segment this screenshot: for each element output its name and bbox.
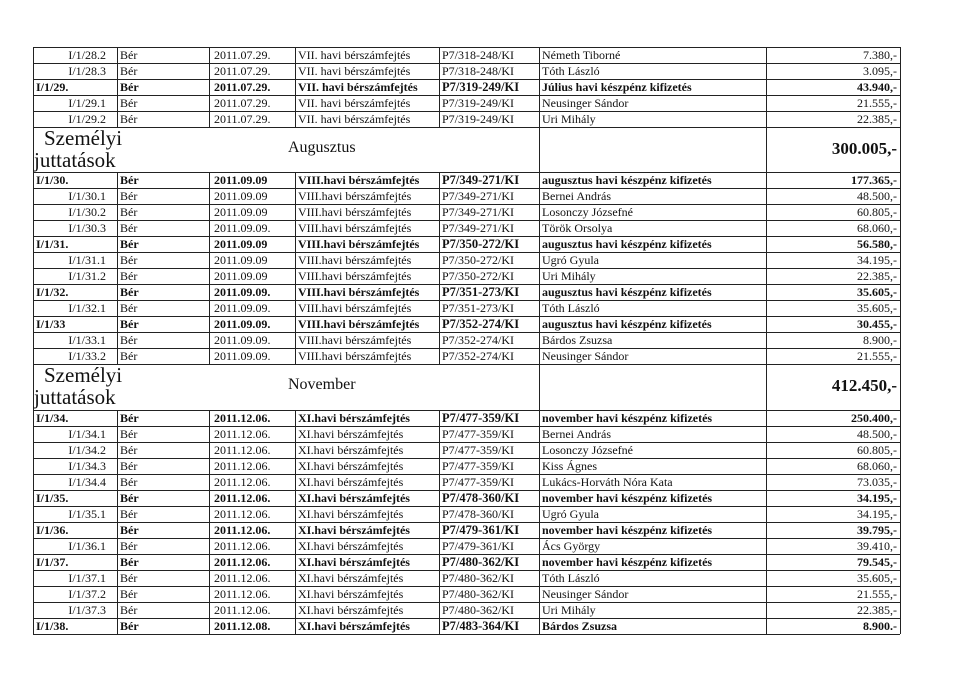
section-month: Augusztus	[288, 139, 356, 156]
cell-id: I/1/28.3	[68, 63, 106, 78]
cell-amount: 22.385,-	[857, 602, 897, 617]
cell-ref: P7/352-274/KI	[442, 316, 520, 331]
table-row	[0, 79, 960, 95]
cell-date: 2011.12.08.	[214, 618, 271, 633]
cell-name: Ugró Gyula	[542, 506, 599, 521]
cell-id: I/1/31.1	[68, 252, 106, 267]
cell-ref: P7/479-361/KI	[442, 538, 514, 553]
cell-desc: VII. havi bérszámfejtés	[298, 79, 418, 94]
cell-name: Bernei András	[542, 426, 611, 441]
cell-date: 2011.07.29.	[214, 47, 271, 62]
cell-date: 2011.12.06.	[214, 522, 271, 537]
cell-ref: P7/349-271/KI	[442, 172, 520, 187]
section-title-line1: Személyi	[44, 363, 123, 387]
cell-desc: VIII.havi bérszámfejtés	[298, 300, 412, 315]
table-row	[0, 316, 960, 332]
cell-date: 2011.07.29.	[214, 111, 271, 126]
cell-name: Losonczy Józsefné	[542, 204, 633, 219]
cell-type: Bér	[120, 506, 138, 521]
cell-date: 2011.09.09.	[214, 300, 271, 315]
cell-desc: XI.havi bérszámfejtés	[298, 426, 404, 441]
cell-name: Török Orsolya	[542, 220, 613, 235]
cell-date: 2011.09.09	[214, 188, 268, 203]
cell-id: I/1/36.1	[68, 538, 106, 553]
cell-name: Bárdos Zsuzsa	[542, 332, 613, 347]
table-row	[0, 204, 960, 220]
cell-name: november havi készpénz kifizetés	[542, 554, 713, 569]
table-row	[0, 47, 960, 63]
cell-desc: XI.havi bérszámfejtés	[298, 442, 404, 457]
cell-type: Bér	[120, 111, 138, 126]
cell-date: 2011.09.09.	[214, 348, 271, 363]
cell-id: I/1/30.2	[68, 204, 106, 219]
cell-name: augusztus havi készpénz kifizetés	[542, 284, 712, 299]
cell-type: Bér	[120, 522, 139, 537]
cell-ref: P7/480-362/KI	[442, 570, 514, 585]
table-row	[0, 252, 960, 268]
cell-type: Bér	[120, 490, 139, 505]
table-row	[0, 284, 960, 300]
cell-type: Bér	[120, 268, 138, 283]
cell-name: augusztus havi készpénz kifizetés	[542, 316, 712, 331]
table-row	[0, 458, 960, 474]
cell-date: 2011.12.06.	[214, 586, 271, 601]
cell-amount: 35.605,-	[857, 570, 897, 585]
cell-id: I/1/30.3	[68, 220, 106, 235]
cell-date: 2011.09.09	[214, 252, 268, 267]
cell-type: Bér	[120, 63, 138, 78]
cell-name: november havi készpénz kifizetés	[542, 410, 713, 425]
cell-amount: 22.385,-	[857, 268, 897, 283]
cell-id: I/1/37.	[36, 554, 69, 569]
cell-id: I/1/34.	[36, 410, 69, 425]
cell-desc: VIII.havi bérszámfejtés	[298, 332, 412, 347]
cell-amount: 22.385,-	[857, 111, 897, 126]
cell-desc: VII. havi bérszámfejtés	[298, 47, 411, 62]
cell-name: Neusinger Sándor	[542, 348, 629, 363]
section-month: November	[288, 376, 356, 393]
cell-desc: XI.havi bérszámfejtés	[298, 490, 410, 505]
cell-type: Bér	[120, 554, 139, 569]
cell-id: I/1/32.1	[68, 300, 106, 315]
cell-type: Bér	[120, 426, 138, 441]
cell-id: I/1/29.1	[68, 95, 106, 110]
cell-type: Bér	[120, 538, 138, 553]
cell-id: I/1/35.	[36, 490, 69, 505]
cell-desc: VIII.havi bérszámfejtés	[298, 172, 420, 187]
cell-ref: P7/349-271/KI	[442, 220, 514, 235]
cell-date: 2011.07.29.	[214, 79, 271, 94]
cell-name: Ugró Gyula	[542, 252, 599, 267]
cell-amount: 21.555,-	[857, 348, 897, 363]
section-header	[0, 364, 960, 410]
cell-desc: XI.havi bérszámfejtés	[298, 474, 404, 489]
cell-id: I/1/34.2	[68, 442, 106, 457]
cell-type: Bér	[120, 570, 138, 585]
cell-type: Bér	[120, 172, 139, 187]
cell-type: Bér	[120, 220, 138, 235]
table-row	[0, 506, 960, 522]
cell-date: 2011.09.09.	[214, 316, 271, 331]
cell-date: 2011.12.06.	[214, 554, 271, 569]
cell-name: Július havi készpénz kifizetés	[542, 79, 692, 94]
cell-name: Tóth László	[542, 300, 600, 315]
table-row	[0, 538, 960, 554]
cell-desc: XI.havi bérszámfejtés	[298, 586, 404, 601]
cell-amount: 7.380,-	[863, 47, 897, 62]
cell-type: Bér	[120, 348, 138, 363]
section-header	[0, 127, 960, 172]
cell-desc: VIII.havi bérszámfejtés	[298, 284, 420, 299]
cell-type: Bér	[120, 47, 138, 62]
cell-date: 2011.12.06.	[214, 506, 271, 521]
cell-ref: P7/479-361/KI	[442, 522, 520, 537]
cell-ref: P7/477-359/KI	[442, 458, 514, 473]
cell-type: Bér	[120, 95, 138, 110]
cell-name: augusztus havi készpénz kifizetés	[542, 236, 712, 251]
cell-ref: P7/350-272/KI	[442, 268, 514, 283]
cell-type: Bér	[120, 236, 139, 251]
cell-amount: 60.805,-	[857, 204, 897, 219]
cell-id: I/1/37.3	[68, 602, 106, 617]
table-row	[0, 426, 960, 442]
cell-type: Bér	[120, 442, 138, 457]
section-total: 300.005,-	[831, 139, 897, 158]
cell-type: Bér	[120, 618, 139, 633]
cell-date: 2011.09.09	[214, 268, 268, 283]
cell-amount: 30.455,-	[857, 316, 897, 331]
table-row	[0, 410, 960, 426]
table-row	[0, 220, 960, 236]
cell-date: 2011.09.09	[214, 172, 268, 187]
section-title-line1: Személyi	[44, 126, 123, 150]
table-row	[0, 570, 960, 586]
cell-name: Losonczy Józsefné	[542, 442, 633, 457]
cell-ref: P7/350-272/KI	[442, 252, 514, 267]
cell-id: I/1/37.1	[68, 570, 106, 585]
cell-amount: 21.555,-	[857, 95, 897, 110]
cell-ref: P7/352-274/KI	[442, 348, 514, 363]
cell-type: Bér	[120, 458, 138, 473]
cell-amount: 39.795,-	[857, 522, 897, 537]
cell-date: 2011.07.29.	[214, 95, 271, 110]
cell-id: I/1/29.	[36, 79, 69, 94]
cell-id: I/1/34.3	[68, 458, 106, 473]
cell-id: I/1/36.	[36, 522, 69, 537]
cell-name: Bárdos Zsuzsa	[542, 618, 618, 633]
cell-id: I/1/30.1	[68, 188, 106, 203]
table-row	[0, 172, 960, 188]
section-title-line2: juttatások	[34, 148, 116, 172]
table-row	[0, 300, 960, 316]
cell-ref: P7/480-362/KI	[442, 602, 514, 617]
cell-desc: VIII.havi bérszámfejtés	[298, 252, 412, 267]
table-row	[0, 348, 960, 364]
table-row	[0, 111, 960, 127]
cell-amount: 34.195,-	[857, 252, 897, 267]
cell-id: I/1/32.	[36, 284, 69, 299]
table-row	[0, 268, 960, 284]
cell-id: I/1/34.1	[68, 426, 106, 441]
table-row	[0, 95, 960, 111]
cell-desc: XI.havi bérszámfejtés	[298, 602, 404, 617]
table-row	[0, 63, 960, 79]
cell-date: 2011.09.09	[214, 204, 268, 219]
cell-desc: VIII.havi bérszámfejtés	[298, 204, 412, 219]
cell-desc: VIII.havi bérszámfejtés	[298, 316, 420, 331]
cell-id: I/1/37.2	[68, 586, 106, 601]
cell-type: Bér	[120, 204, 138, 219]
table-row	[0, 474, 960, 490]
cell-type: Bér	[120, 586, 138, 601]
cell-date: 2011.12.06.	[214, 538, 271, 553]
cell-name: Kiss Ágnes	[542, 458, 598, 473]
table-row	[0, 618, 960, 634]
cell-ref: P7/349-271/KI	[442, 188, 514, 203]
cell-name: Uri Mihály	[542, 268, 596, 283]
cell-name: Lukács-Horváth Nóra Kata	[542, 474, 673, 489]
cell-name: Németh Tiborné	[542, 47, 621, 62]
cell-ref: P7/319-249/KI	[442, 79, 520, 94]
cell-amount: 79.545,-	[857, 554, 897, 569]
cell-date: 2011.12.06.	[214, 426, 271, 441]
cell-id: I/1/28.2	[68, 47, 106, 62]
table-row	[0, 602, 960, 618]
cell-ref: P7/480-362/KI	[442, 554, 520, 569]
cell-amount: 250.400,-	[851, 410, 897, 425]
table-row	[0, 188, 960, 204]
cell-date: 2011.12.06.	[214, 570, 271, 585]
cell-type: Bér	[120, 284, 139, 299]
cell-ref: P7/478-360/KI	[442, 490, 520, 505]
cell-ref: P7/349-271/KI	[442, 204, 514, 219]
cell-date: 2011.07.29.	[214, 63, 271, 78]
cell-amount: 43.940,-	[857, 79, 897, 94]
cell-date: 2011.09.09.	[214, 332, 271, 347]
cell-date: 2011.12.06.	[214, 458, 271, 473]
cell-id: I/1/31.2	[68, 268, 106, 283]
cell-name: Ács György	[542, 538, 601, 553]
cell-type: Bér	[120, 410, 139, 425]
cell-ref: P7/477-359/KI	[442, 442, 514, 457]
cell-amount: 177.365,-	[851, 172, 897, 187]
table-row	[0, 442, 960, 458]
cell-ref: P7/318-248/KI	[442, 47, 514, 62]
cell-type: Bér	[120, 79, 139, 94]
cell-ref: P7/319-249/KI	[442, 95, 514, 110]
cell-amount: 48.500,-	[857, 426, 897, 441]
cell-id: I/1/34.4	[68, 474, 106, 489]
cell-amount: 8.900,-	[863, 332, 897, 347]
cell-desc: XI.havi bérszámfejtés	[298, 522, 410, 537]
section-title-line2: juttatások	[34, 385, 116, 409]
cell-name: Tóth László	[542, 570, 600, 585]
cell-name: Uri Mihály	[542, 602, 596, 617]
cell-amount: 68.060,-	[857, 220, 897, 235]
cell-name: augusztus havi készpénz kifizetés	[542, 172, 712, 187]
table-row	[0, 554, 960, 570]
cell-type: Bér	[120, 332, 138, 347]
cell-name: Uri Mihály	[542, 111, 596, 126]
cell-desc: XI.havi bérszámfejtés	[298, 570, 404, 585]
cell-ref: P7/319-249/KI	[442, 111, 514, 126]
cell-ref: P7/351-273/KI	[442, 284, 520, 299]
cell-id: I/1/38.	[36, 618, 69, 633]
cell-date: 2011.12.06.	[214, 442, 271, 457]
cell-date: 2011.09.09.	[214, 284, 271, 299]
cell-ref: P7/477-359/KI	[442, 410, 520, 425]
table-row	[0, 332, 960, 348]
cell-name: Bernei András	[542, 188, 611, 203]
cell-date: 2011.09.09	[214, 236, 268, 251]
cell-type: Bér	[120, 602, 138, 617]
table-row	[0, 586, 960, 602]
cell-amount: 48.500,-	[857, 188, 897, 203]
cell-type: Bér	[120, 188, 138, 203]
cell-desc: VIII.havi bérszámfejtés	[298, 236, 420, 251]
cell-id: I/1/33.2	[68, 348, 106, 363]
cell-ref: P7/318-248/KI	[442, 63, 514, 78]
cell-date: 2011.12.06.	[214, 490, 271, 505]
cell-type: Bér	[120, 474, 138, 489]
cell-desc: VII. havi bérszámfejtés	[298, 111, 411, 126]
cell-id: I/1/33	[36, 316, 66, 331]
cell-ref: P7/350-272/KI	[442, 236, 520, 251]
cell-amount: 21.555,-	[857, 586, 897, 601]
cell-id: I/1/31.	[36, 236, 69, 251]
cell-type: Bér	[120, 252, 138, 267]
cell-desc: VIII.havi bérszámfejtés	[298, 268, 412, 283]
cell-ref: P7/483-364/KI	[442, 618, 520, 633]
cell-ref: P7/477-359/KI	[442, 474, 514, 489]
cell-ref: P7/351-273/KI	[442, 300, 514, 315]
cell-desc: VIII.havi bérszámfejtés	[298, 348, 412, 363]
cell-ref: P7/352-274/KI	[442, 332, 514, 347]
cell-type: Bér	[120, 300, 138, 315]
cell-amount: 34.195,-	[857, 490, 897, 505]
cell-id: I/1/35.1	[68, 506, 106, 521]
cell-desc: XI.havi bérszámfejtés	[298, 506, 404, 521]
cell-amount: 8.900.-	[863, 618, 897, 633]
cell-date: 2011.12.06.	[214, 410, 271, 425]
cell-name: Tóth László	[542, 63, 600, 78]
cell-amount: 34.195,-	[857, 506, 897, 521]
section-total: 412.450,-	[831, 376, 897, 395]
cell-id: I/1/33.1	[68, 332, 106, 347]
cell-date: 2011.12.06.	[214, 602, 271, 617]
cell-desc: XI.havi bérszámfejtés	[298, 458, 404, 473]
cell-amount: 39.410,-	[857, 538, 897, 553]
cell-amount: 68.060,-	[857, 458, 897, 473]
cell-desc: XI.havi bérszámfejtés	[298, 410, 410, 425]
cell-desc: XI.havi bérszámfejtés	[298, 554, 410, 569]
cell-desc: VIII.havi bérszámfejtés	[298, 220, 412, 235]
cell-name: november havi készpénz kifizetés	[542, 490, 713, 505]
cell-desc: VII. havi bérszámfejtés	[298, 63, 411, 78]
cell-amount: 35.605,-	[857, 300, 897, 315]
cell-name: november havi készpénz kifizetés	[542, 522, 713, 537]
cell-ref: P7/477-359/KI	[442, 426, 514, 441]
cell-date: 2011.09.09.	[214, 220, 271, 235]
cell-name: Neusinger Sándor	[542, 586, 629, 601]
cell-desc: XI.havi bérszámfejtés	[298, 538, 404, 553]
grid-line	[33, 634, 900, 635]
table-row	[0, 490, 960, 506]
table-row	[0, 236, 960, 252]
cell-date: 2011.12.06.	[214, 474, 271, 489]
cell-id: I/1/30.	[36, 172, 69, 187]
cell-amount: 73.035,-	[857, 474, 897, 489]
cell-name: Neusinger Sándor	[542, 95, 629, 110]
cell-ref: P7/478-360/KI	[442, 506, 514, 521]
cell-desc: XI.havi bérszámfejtés	[298, 618, 410, 633]
cell-amount: 35.605,-	[857, 284, 897, 299]
cell-type: Bér	[120, 316, 139, 331]
cell-desc: VII. havi bérszámfejtés	[298, 95, 411, 110]
table-row	[0, 522, 960, 538]
cell-id: I/1/29.2	[68, 111, 106, 126]
cell-amount: 56.580,-	[857, 236, 897, 251]
cell-ref: P7/480-362/KI	[442, 586, 514, 601]
cell-amount: 60.805,-	[857, 442, 897, 457]
cell-amount: 3.095,-	[863, 63, 897, 78]
cell-desc: VIII.havi bérszámfejtés	[298, 188, 412, 203]
